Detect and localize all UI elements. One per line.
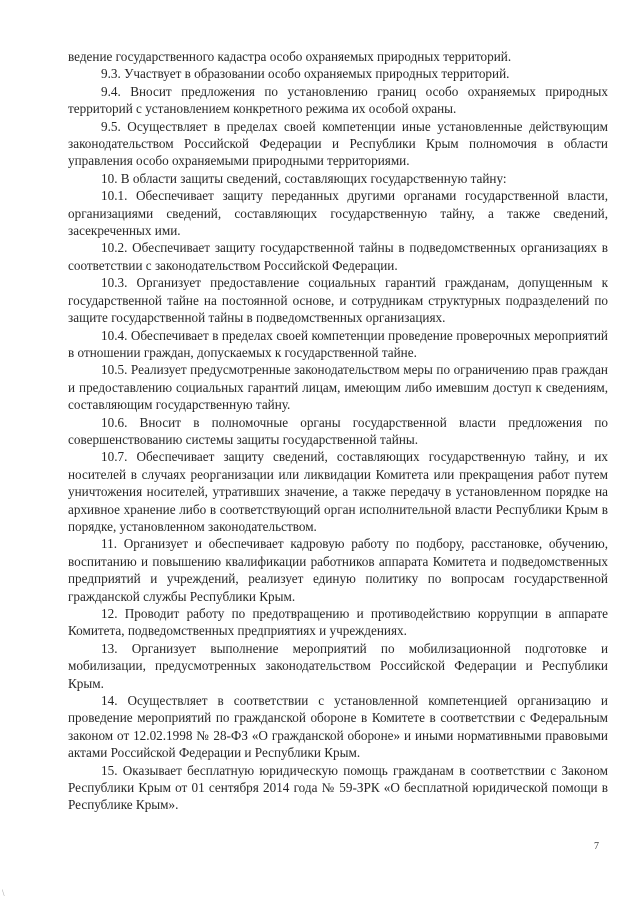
paragraph-9-3: 9.3. Участвует в образовании особо охраняемых природных территорий. xyxy=(101,66,510,82)
paragraph-continuation: ведение государственного кадастра особо охраняемых природных территорий. xyxy=(68,49,512,64)
paragraph-10: 10. В области защиты сведений, составляющих государственную тайну: xyxy=(101,170,507,186)
paragraph-15: 15. Оказывает бесплатную юридическую помощь гражданам в соответствии с Законом Республики Крым от 01 сентября 2014 года № 59-ЗРК «О бесплатной юридической помощи в Республике Крым». xyxy=(68,762,608,813)
paragraph-10-1: 10.1. Обеспечивает защиту переданных другими органами государственной власти, организациями сведений, составляющих государственную тайну, а также сведений, засекреченных ими. xyxy=(68,188,608,239)
paragraph-12: 12. Проводит работу по предотвращению и противодействию коррупции в аппарате Комитета, подведомственных предприятиях и учреждениях. xyxy=(68,606,608,639)
document-body xyxy=(68,48,608,814)
paragraph-10-7: 10.7. Обеспечивает защиту сведений, составляющих государственную тайну, и их носителей в случаях реорганизации или ликвидации Комитета или прекращения работ путем уничтожения носителей, утративших значение, а также передачу в установленном порядке на архивное хранение либо в соответствующий орган исполнительной власти Республики Крым в порядке, установленном законодательством. xyxy=(68,449,608,534)
page-number: 7 xyxy=(594,841,599,852)
paragraph-9-4: 9.4. Вносит предложения по установлению границ особо охраняемых природных территорий с установлением конкретного режима их особой охраны. xyxy=(68,83,608,117)
scan-mark: \ xyxy=(2,888,5,898)
paragraph-10-5: 10.5. Реализует предусмотренные законодательством меры по ограничению прав граждан и предоставлению социальных гарантий лицам, имеющим либо имевшим доступ к сведениям, составляющим государственную тайну. xyxy=(68,362,608,413)
paragraph-14: 14. Осуществляет в соответствии с установленной компетенцией организацию и проведение мероприятий по гражданской обороне в Комитете в соответствии с Федеральным законом от 12.02.1998 № 28-ФЗ «О гражданской обороне» и иными нормативными правовыми актами Российской Федерации и Республики Крым. xyxy=(68,693,608,761)
paragraph-9-5: 9.5. Осуществляет в пределах своей компетенции иные установленные действующим законодательством Российской Федерации и Республики Крым полномочия в области управления особо охраняемыми природными территориями. xyxy=(68,118,608,169)
paragraph-10-2: 10.2. Обеспечивает защиту государственной тайны в подведомственных организациях в соответствии с законодательством Российской Федерации. xyxy=(68,240,608,273)
paragraph-10-3: 10.3. Организует предоставление социальных гарантий гражданам, допущенным к государственной тайне на постоянной основе, и сотрудникам структурных подразделений по защите государственной тайны в подведомственных организациях. xyxy=(68,275,608,326)
paragraph-11: 11. Организует и обеспечивает кадровую работу по подбору, расстановке, обучению, воспитанию и повышению квалификации работников аппарата Комитета и подведомственных предприятий и учреждений, реализует единую политику по вопросам государственной гражданской службы Республики Крым. xyxy=(68,536,608,604)
paragraph-10-6: 10.6. Вносит в полномочные органы государственной власти предложения по совершенствованию системы защиты государственной тайны. xyxy=(68,414,608,447)
paragraph-13: 13. Организует выполнение мероприятий по мобилизационной подготовке и мобилизации, предусмотренных законодательством Российской Федерации и Республики Крым. xyxy=(68,640,608,691)
paragraph-10-4: 10.4. Обеспечивает в пределах своей компетенции проведение проверочных мероприятий в отношении граждан, допускаемых к государственной тайне. xyxy=(68,327,608,360)
